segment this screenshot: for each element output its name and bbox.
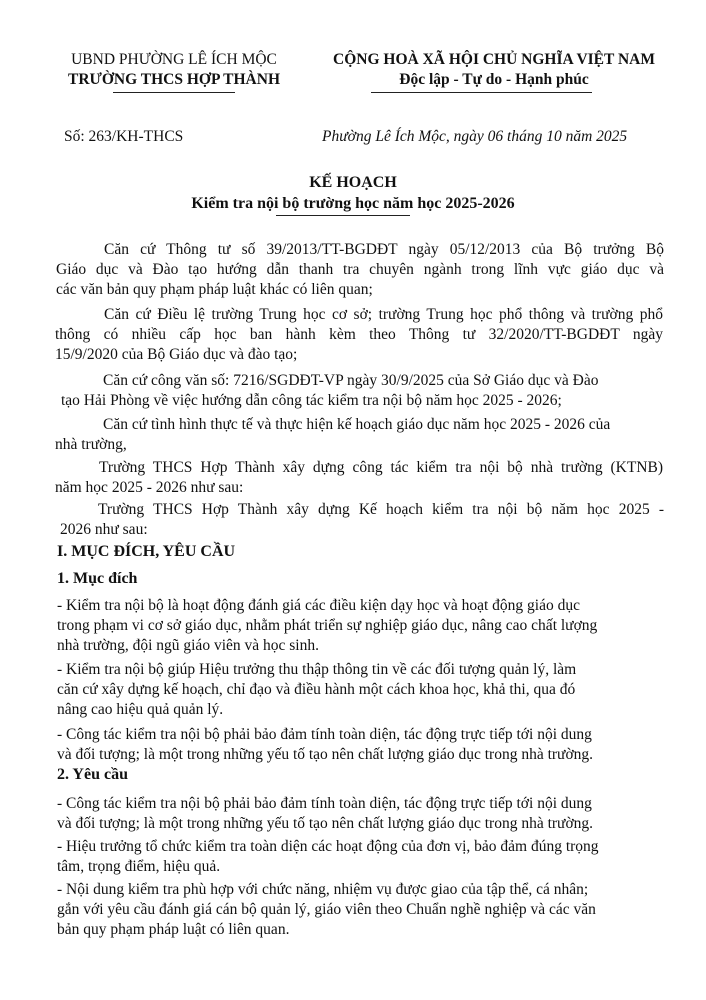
text-line: bản quy phạm pháp luật có liên quan. bbox=[57, 921, 290, 938]
text-line: - Công tác kiểm tra nội bộ phải bảo đảm tính toàn diện, tác động trực tiếp tới nội dung bbox=[57, 795, 592, 812]
title-underline bbox=[276, 215, 410, 216]
text-line: căn cứ xây dựng kế hoạch, chỉ đạo và điều hành một cách khoa học, khả thi, qua đó bbox=[57, 681, 576, 698]
preamble-paragraph bbox=[55, 415, 663, 455]
text-line: Trường THCS Hợp Thành xây dựng công tác kiểm tra nội bộ nhà trường (KTNB) bbox=[99, 459, 663, 476]
text-line: - Nội dung kiểm tra phù hợp với chức năng, nhiệm vụ được giao của tập thể, cá nhân; bbox=[57, 881, 589, 898]
document-title: KẾ HOẠCH bbox=[309, 174, 397, 191]
section-heading: I. MỤC ĐÍCH, YÊU CẦU bbox=[57, 543, 236, 560]
text-line: nhà trường, bbox=[55, 436, 127, 453]
text-line: tạo Hải Phòng về việc hướng dẫn công tác kiểm tra nội bộ năm học 2025 - 2026; bbox=[61, 392, 562, 409]
text-line: Trường THCS Hợp Thành xây dựng Kế hoạch kiểm tra nội bộ năm học 2025 - bbox=[98, 501, 664, 518]
text-line: nâng cao hiệu quả quản lý. bbox=[57, 701, 224, 718]
text-line: gắn với yêu cầu đánh giá cán bộ quản lý, giáo viên theo Chuẩn nghề nghiệp và các văn bbox=[57, 901, 596, 918]
national-header bbox=[318, 50, 670, 90]
text-line: năm học 2025 - 2026 như sau: bbox=[55, 479, 244, 496]
document-subtitle: Kiểm tra nội bộ trường học năm học 2025-2026 bbox=[191, 195, 515, 212]
text-line: Căn cứ Điều lệ trường Trung học cơ sở; trường Trung học phổ thông và trường phổ bbox=[104, 306, 663, 323]
text-line: 2026 như sau: bbox=[60, 521, 148, 538]
preamble-paragraph bbox=[56, 371, 664, 411]
subsection-heading: 1. Mục đích bbox=[57, 570, 138, 587]
text-line: tâm, trọng điểm, hiệu quả. bbox=[57, 858, 221, 875]
list-item bbox=[57, 660, 665, 720]
motto-underline bbox=[371, 92, 592, 93]
text-line: Căn cứ công văn số: 7216/SGDĐT-VP ngày 30/9/2025 của Sở Giáo dục và Đào bbox=[103, 372, 599, 389]
text-line: - Hiệu trưởng tổ chức kiểm tra toàn diện các hoạt động của đơn vị, bảo đảm đúng trọng bbox=[57, 838, 599, 855]
issuing-authority bbox=[44, 50, 304, 90]
text-line: - Kiểm tra nội bộ giúp Hiệu trưởng thu thập thông tin về các đối tượng quản lý, làm bbox=[57, 661, 577, 678]
text-line: Căn cứ Thông tư số 39/2013/TT-BGDĐT ngày 05/12/2013 của Bộ trưởng Bộ bbox=[104, 241, 664, 258]
preamble-paragraph bbox=[55, 458, 663, 498]
text-line: và đối tượng; là một trong những yếu tố tạo nên chất lượng giáo dục trong nhà trường. bbox=[57, 815, 594, 832]
org-underline bbox=[113, 92, 235, 93]
preamble-paragraph bbox=[56, 240, 664, 300]
text-line: các văn bản quy phạm pháp luật khác có liên quan; bbox=[56, 281, 373, 298]
text-line: thông có nhiều cấp học ban hành kèm theo Thông tư 32/2020/TT-BGDĐT ngày bbox=[55, 326, 663, 343]
list-item bbox=[57, 880, 665, 940]
subsection-heading: 2. Yêu cầu bbox=[57, 766, 128, 783]
place-date: Phường Lê Ích Mộc, ngày 06 tháng 10 năm 2025 bbox=[322, 128, 628, 145]
text-line: - Kiểm tra nội bộ là hoạt động đánh giá các điều kiện dạy học và hoạt động giáo dục bbox=[57, 597, 580, 614]
text-line: 15/9/2020 của Bộ Giáo dục và đào tạo; bbox=[55, 346, 298, 363]
text-line: Căn cứ tình hình thực tế và thực hiện kế hoạch giáo dục năm học 2025 - 2026 của bbox=[103, 416, 611, 433]
org-name: TRƯỜNG THCS HỢP THÀNH bbox=[67, 71, 280, 88]
preamble-paragraph bbox=[55, 305, 663, 365]
list-item bbox=[57, 794, 665, 834]
list-item bbox=[57, 725, 665, 765]
document-number: Số: 263/KH-THCS bbox=[64, 128, 184, 145]
list-item bbox=[57, 837, 665, 877]
text-line: trong phạm vi cơ sở giáo dục, nhằm phát triển sự nghiệp giáo dục, nâng cao chất lượng bbox=[57, 617, 598, 634]
list-item bbox=[57, 596, 665, 656]
motto: Độc lập - Tự do - Hạnh phúc bbox=[399, 71, 589, 88]
preamble-paragraph bbox=[56, 500, 664, 540]
text-line: nhà trường, đội ngũ giáo viên và học sinh. bbox=[57, 637, 319, 654]
text-line: - Công tác kiểm tra nội bộ phải bảo đảm tính toàn diện, tác động trực tiếp tới nội dung bbox=[57, 726, 592, 743]
text-line: Giáo dục và Đào tạo hướng dẫn thanh tra chuyên ngành trong lĩnh vực giáo dục và bbox=[56, 261, 664, 278]
country-name: CỘNG HOÀ XÃ HỘI CHỦ NGHĨA VIỆT NAM bbox=[333, 51, 655, 68]
text-line: và đối tượng; là một trong những yếu tố tạo nên chất lượng giáo dục trong nhà trường. bbox=[57, 746, 594, 763]
org-parent: UBND PHƯỜNG LÊ ÍCH MỘC bbox=[71, 51, 277, 68]
